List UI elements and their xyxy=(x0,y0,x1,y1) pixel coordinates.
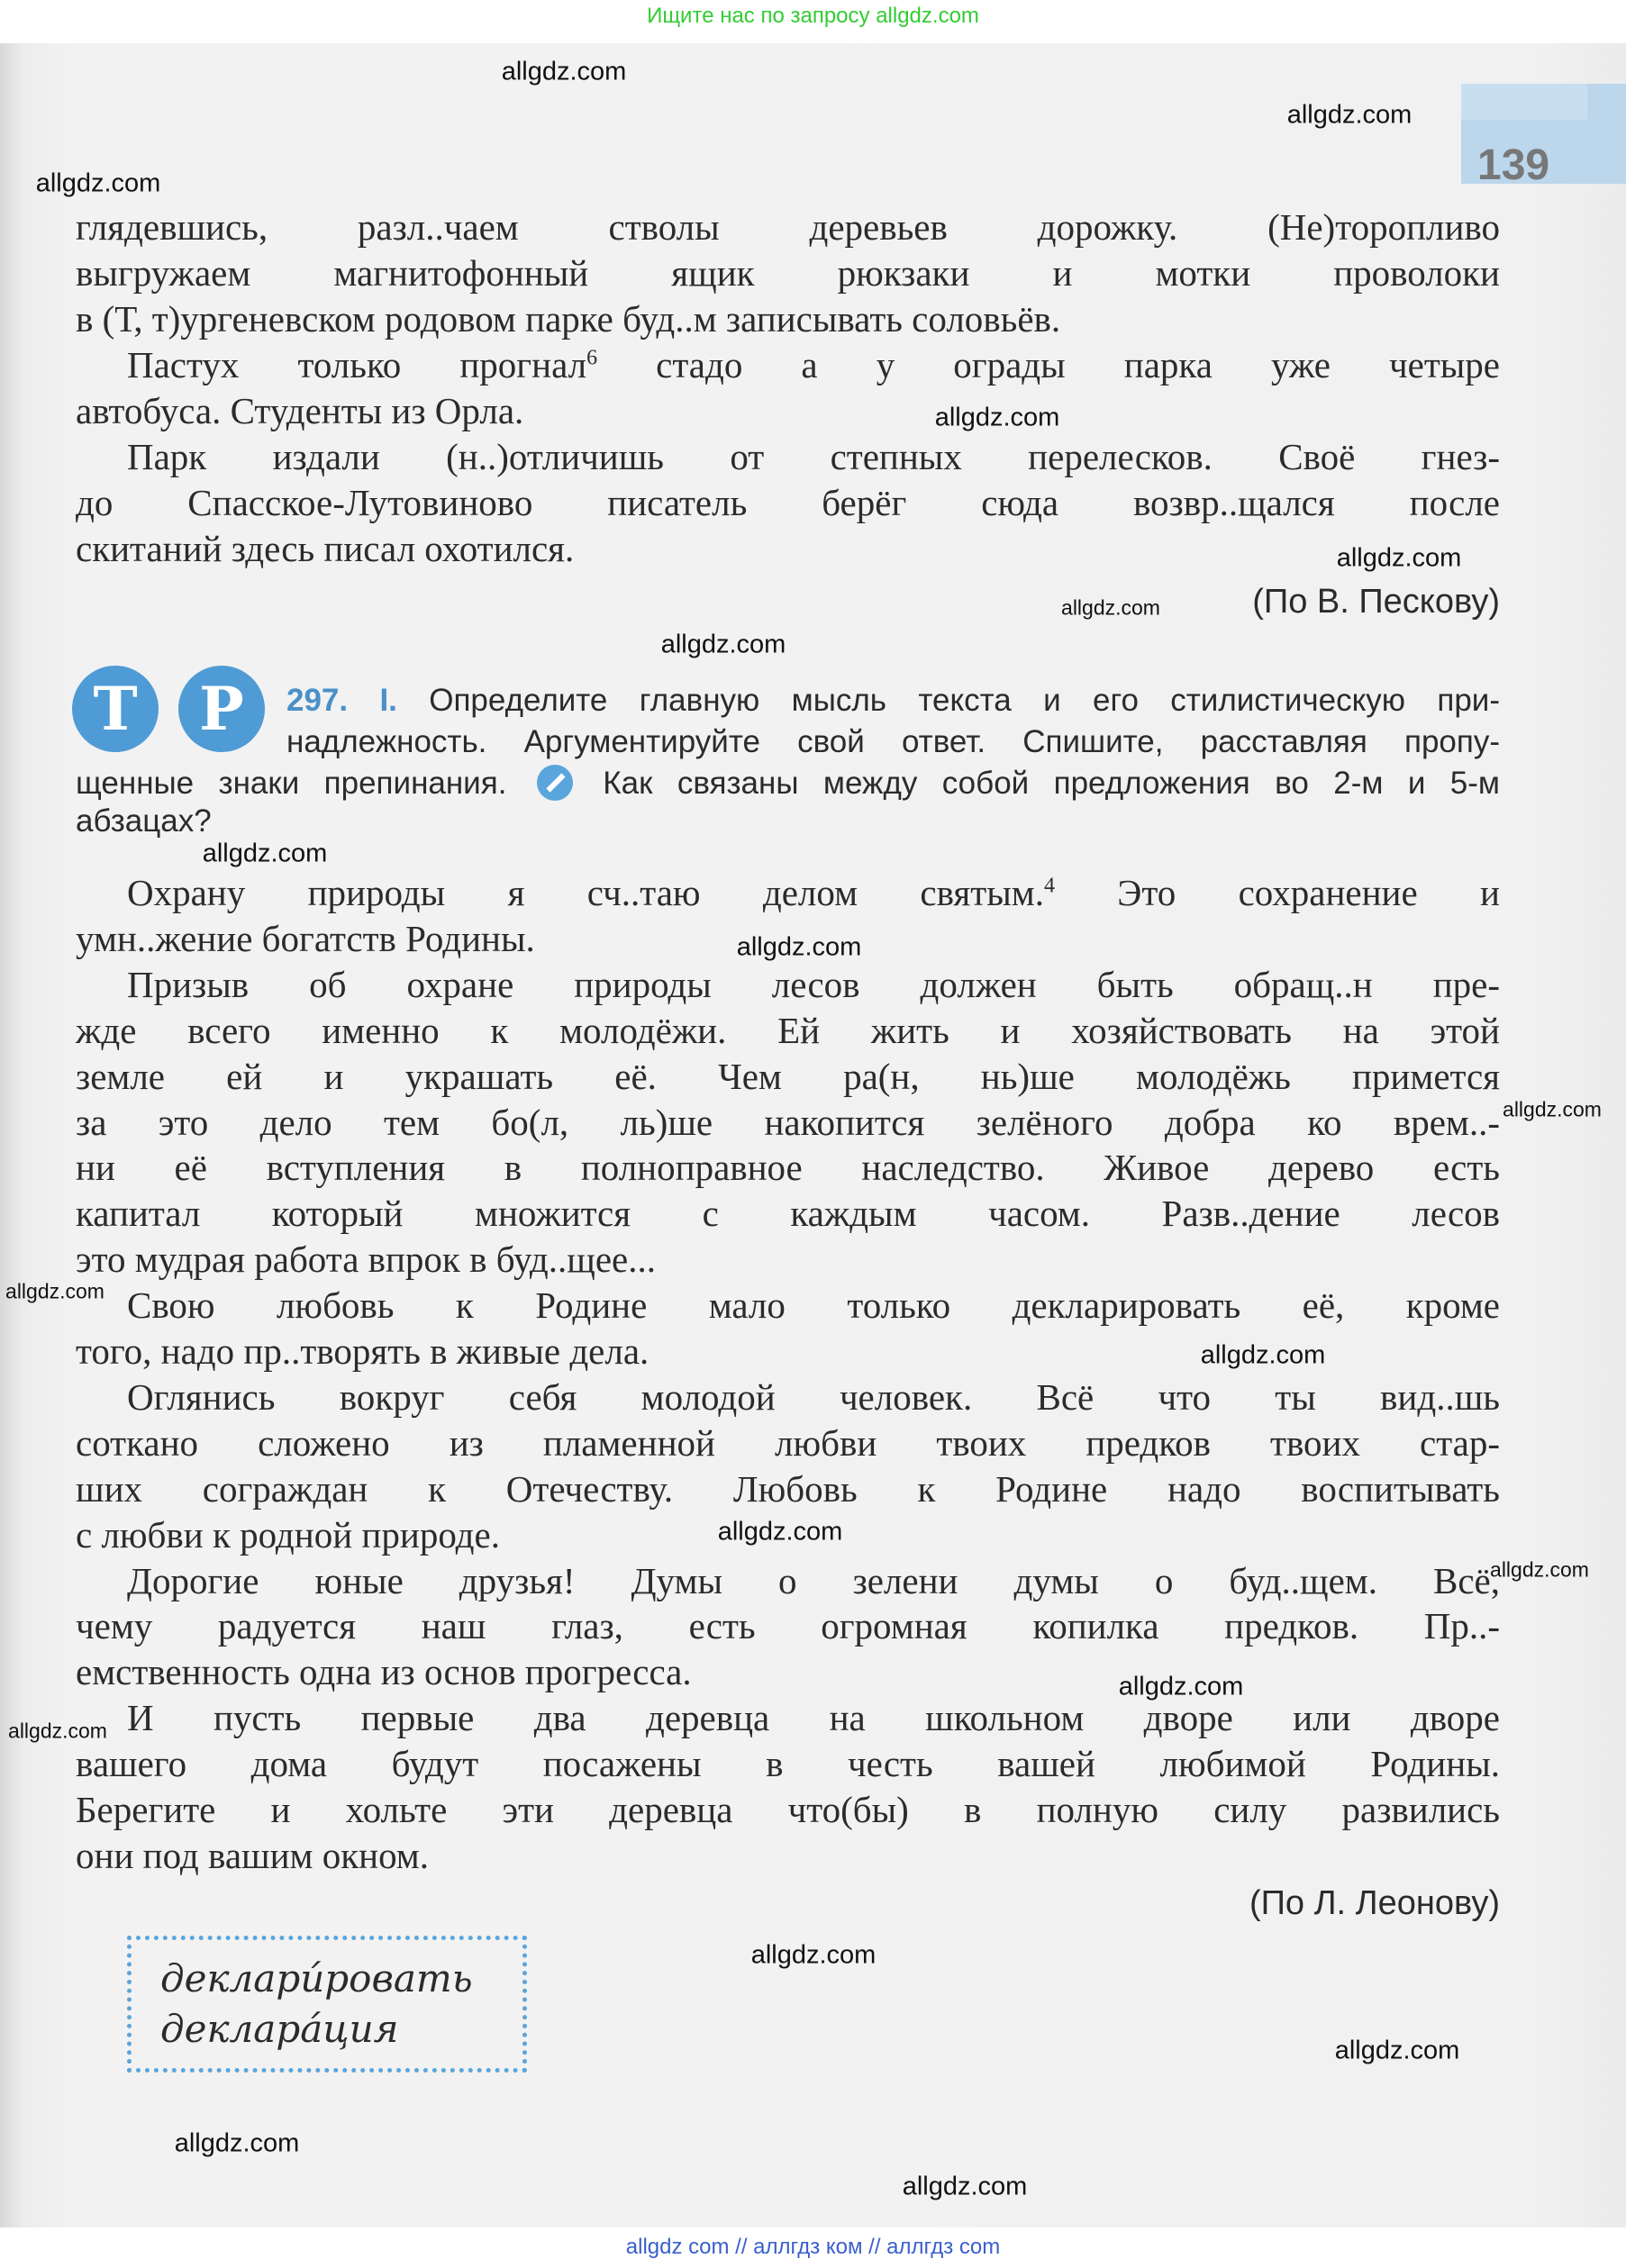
task-text: щенные знаки препинания. xyxy=(76,766,507,801)
text-line: Дорогие юные друзья! Думы о зелени думы о буд..щем. Всё, xyxy=(127,1559,1500,1601)
watermark: allgdz.com xyxy=(1118,1672,1244,1701)
watermark: allgdz.com xyxy=(1336,543,1462,573)
text-line: емственность одна из основ прогресса. xyxy=(76,1651,692,1693)
badge-p-icon: Р xyxy=(178,666,265,752)
text-line: Призыв об охране природы лесов должен быть обращ..н пре- xyxy=(127,963,1500,1005)
task-line: абзацах? xyxy=(76,803,212,839)
text-line: того, надо пр..творять в живые дела. xyxy=(76,1330,649,1372)
text-line: глядевшись, разл..чаем стволы деревьев дорожку. (Не)торопливо xyxy=(76,206,1500,248)
page-tab-decoration-inner xyxy=(1461,84,1587,120)
text-line: соткано сложено из пламенной любви твоих предков твоих стар- xyxy=(76,1421,1500,1464)
text-line: И пусть первые два деревца на школьном дворе или дворе xyxy=(127,1697,1500,1739)
text-line: они под вашим окном. xyxy=(76,1834,430,1876)
watermark: allgdz.com xyxy=(736,932,862,962)
watermark: allgdz.com xyxy=(1334,2036,1460,2065)
watermark: allgdz.com xyxy=(8,1719,107,1743)
watermark: allgdz.com xyxy=(660,630,786,659)
task-text: Определите главную мысль текста и его стилистическую при- xyxy=(396,683,1501,718)
text-line: за это дело тем бо(л, ль)ше накопится зелёного добра ко врем..- xyxy=(76,1101,1500,1143)
search-banner xyxy=(0,0,1626,43)
watermark: allgdz.com xyxy=(934,403,1060,432)
watermark: allgdz.com xyxy=(501,57,627,86)
task-line xyxy=(76,763,1500,803)
watermark: allgdz.com xyxy=(35,168,161,198)
vocabulary-word: деклара́ция xyxy=(160,2007,399,2051)
attribution: (По Л. Леонову) xyxy=(1249,1884,1500,1922)
watermark: allgdz.com xyxy=(1503,1097,1602,1121)
exercise-number: 297. I. xyxy=(286,683,397,718)
text-line xyxy=(127,342,1500,388)
watermark: allgdz.com xyxy=(717,1517,843,1547)
text-line xyxy=(127,870,1500,916)
text-line: до Спасское-Лутовиново писатель берёг сюда возвр..щался после xyxy=(76,482,1500,523)
text-fragment: Охрану природы я сч..таю делом святым. xyxy=(127,872,1044,913)
text-fragment: стадо а у ограды парка уже четыре xyxy=(597,344,1500,386)
watermark: allgdz.com xyxy=(5,1279,104,1303)
footnote-mark: 4 xyxy=(1043,874,1055,898)
text-line: чему радуется наш глаз, есть огромная копилка предков. Пр..- xyxy=(76,1605,1500,1647)
text-line: вашего дома будут посажены в честь вашей любимой Родины. xyxy=(76,1743,1500,1785)
badge-t-icon: Т xyxy=(72,666,159,752)
text-line: умн..жение богатств Родины. xyxy=(76,917,535,959)
vocabulary-word: деклари́ровать xyxy=(160,1956,473,2000)
watermark: allgdz.com xyxy=(202,839,328,868)
watermark: allgdz.com xyxy=(750,1940,877,1970)
footer-banner xyxy=(0,2227,1626,2268)
text-line: Оглянись вокруг себя молодой человек. Всё что ты вид..шь xyxy=(127,1375,1500,1418)
text-line: автобуса. Студенты из Орла. xyxy=(76,390,524,431)
pencil-icon xyxy=(537,765,573,801)
text-line: это мудрая работа впрок в буд..щее... xyxy=(76,1238,657,1281)
text-line: ни её вступления в полноправное наследство. Живое дерево есть xyxy=(76,1147,1500,1189)
watermark: allgdz.com xyxy=(174,2128,300,2158)
task-line: надлежность. Аргументируйте свой ответ. Спишите, расставляя пропу- xyxy=(286,724,1500,759)
text-line: земле ей и украшать её. Чем ра(н, нь)ше молодёжь примется xyxy=(76,1055,1500,1097)
text-line: Свою любовь к Родине мало только декларировать её, кроме xyxy=(127,1284,1500,1327)
text-line: капитал который множится с каждым часом. Разв..дение лесов xyxy=(76,1193,1500,1235)
text-line: скитаний здесь писал охотился. xyxy=(76,528,575,569)
banner-text: Ищите нас по запросу allgdz.com xyxy=(647,4,979,28)
task-line xyxy=(286,680,1500,721)
text-line: Берегите и хольте эти деревца что(бы) в полную силу развились xyxy=(76,1789,1500,1830)
text-line: с любви к родной природе. xyxy=(76,1513,500,1556)
text-line: жде всего именно к молодёжи. Ей жить и хозяйствовать на этой xyxy=(76,1009,1500,1051)
watermark: allgdz.com xyxy=(902,2172,1028,2201)
text-line: в (Т, т)ургеневском родовом парке буд..м записывать соловьёв. xyxy=(76,298,1061,340)
watermark: allgdz.com xyxy=(1490,1557,1589,1582)
watermark: allgdz.com xyxy=(1200,1340,1326,1370)
attribution: (По В. Пескову) xyxy=(1252,583,1500,621)
text-line: выгружаем магнитофонный ящик рюкзаки и мотки проволоки xyxy=(76,252,1500,294)
vocabulary-box xyxy=(127,1936,527,2073)
text-fragment: Пастух только прогнал xyxy=(127,344,587,386)
text-line: ших сограждан к Отечеству. Любовь к Родине надо воспитывать xyxy=(76,1467,1500,1510)
task-text: Как связаны между собой предложения во 2-м и 5-м xyxy=(603,766,1500,801)
page-number: 139 xyxy=(1477,141,1550,189)
watermark: allgdz.com xyxy=(1286,100,1413,130)
footnote-mark: 6 xyxy=(586,346,598,370)
footer-text: allgdz com // аллгдз ком // аллгдз com xyxy=(625,2235,1001,2259)
text-fragment: Это сохранение и xyxy=(1054,872,1500,913)
watermark: allgdz.com xyxy=(1061,595,1160,620)
text-line: Парк издали (н..)отличишь от степных перелесков. Своё гнез- xyxy=(127,436,1500,477)
